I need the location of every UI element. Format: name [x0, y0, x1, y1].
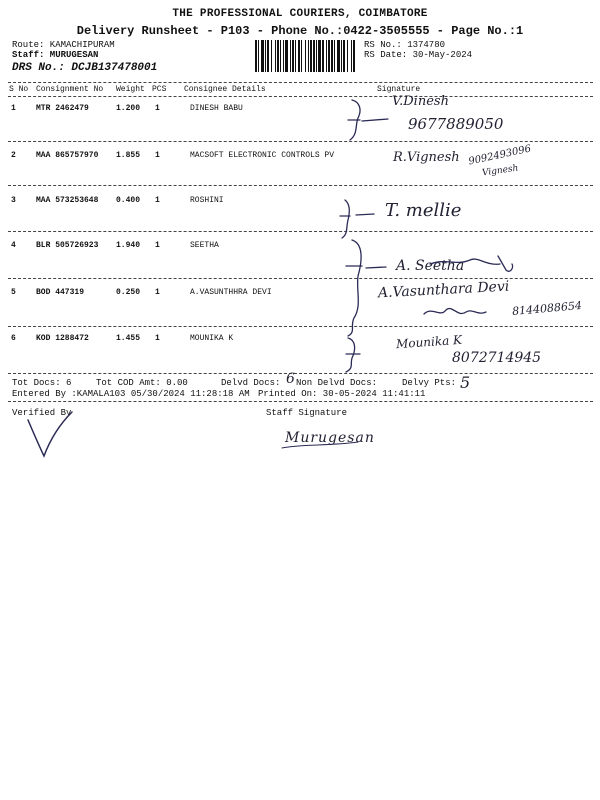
staff-signature-label: Staff Signature: [266, 408, 348, 418]
row-consignment: KOD 1288472: [36, 334, 89, 343]
signature-phone: 8072714945: [452, 350, 542, 366]
row-pcs: 1: [155, 151, 160, 160]
delvd-docs: Delvd Docs:: [221, 378, 281, 388]
row-weight: 0.400: [116, 196, 141, 205]
row-pcs: 1: [155, 288, 160, 297]
divider: [8, 401, 593, 402]
divider: [8, 82, 593, 83]
signature-name: Mounika K: [395, 332, 463, 352]
row-sno: 5: [11, 288, 16, 297]
signature-stroke: [424, 308, 486, 314]
signature-stroke: [28, 412, 72, 456]
divider: [8, 96, 593, 97]
col-consignment: Consignment No: [36, 85, 104, 94]
tot-docs: Tot Docs: 6: [12, 378, 72, 388]
row-sno: 6: [11, 334, 16, 343]
row-pcs: 1: [155, 104, 160, 113]
divider: [8, 231, 593, 232]
rs-number: RS No.: 1374780: [364, 40, 446, 50]
row-sno: 2: [11, 151, 16, 160]
staff-signature: Murugesan: [285, 430, 375, 446]
delvd-docs-mark: 6: [286, 371, 295, 387]
col-weight: Weight: [116, 85, 145, 94]
verified-by-label: Verified By: [12, 408, 72, 418]
signature-phone: 8144088654: [511, 298, 583, 319]
divider: [8, 326, 593, 327]
signature-stroke: [348, 100, 388, 140]
route-label: Route: KAMACHIPURAM: [12, 40, 115, 50]
row-weight: 1.200: [116, 104, 141, 113]
row-consignee: MACSOFT ELECTRONIC CONTROLS PV: [190, 151, 335, 160]
signature-name: A. Seetha: [396, 258, 465, 274]
runsheet-subtitle: Delivery Runsheet - P103 - Phone No.:0422-3505555 - Page No.:1: [76, 24, 524, 38]
drs-number: DRS No.: DCJB137478001: [12, 62, 158, 74]
row-consignment: MAA 573253648: [36, 196, 99, 205]
rs-date: RS Date: 30-May-2024: [364, 50, 473, 60]
row-consignment: BLR 505726923: [36, 241, 99, 250]
row-pcs: 1: [155, 334, 160, 343]
signature-name: R.Vignesh: [393, 150, 460, 165]
row-weight: 1.455: [116, 334, 141, 343]
signature-phone: 9677889050: [408, 115, 504, 133]
row-pcs: 1: [155, 241, 160, 250]
signature-stroke: [340, 200, 374, 238]
row-weight: 1.940: [116, 241, 141, 250]
delvy-pts-mark: 5: [460, 373, 471, 392]
divider: [8, 141, 593, 142]
col-signature: Signature: [377, 85, 421, 94]
entered-by: Entered By :KAMALA103 05/30/2024 11:28:18 AM: [12, 389, 250, 399]
row-consignment: MTR 2462479: [36, 104, 89, 113]
non-delvd-docs: Non Delvd Docs:: [296, 378, 378, 388]
row-pcs: 1: [155, 196, 160, 205]
col-pcs: PCS: [152, 85, 167, 94]
tot-cod-amt: Tot COD Amt: 0.00: [96, 378, 188, 388]
delvy-pts: Delvy Pts:: [402, 378, 457, 388]
signature-extra: Vignesh: [481, 163, 520, 179]
signature-name: T. mellie: [385, 200, 462, 221]
row-weight: 1.855: [116, 151, 141, 160]
signature-stroke: [346, 338, 360, 372]
row-consignee: A.VASUNTHHRA DEVI: [190, 288, 272, 297]
row-consignment: MAA 865757970: [36, 151, 99, 160]
row-sno: 3: [11, 196, 16, 205]
signature-phone: 9092493096: [467, 143, 533, 168]
row-consignee: DINESH BABU: [190, 104, 243, 113]
company-title: THE PROFESSIONAL COURIERS, COIMBATORE: [172, 8, 428, 20]
row-consignee: SEETHA: [190, 241, 219, 250]
staff-label: Staff: MURUGESAN: [12, 50, 99, 60]
row-sno: 4: [11, 241, 16, 250]
row-consignee: ROSHINI: [190, 196, 224, 205]
divider: [8, 373, 593, 374]
col-sno: S No: [9, 85, 29, 94]
row-weight: 0.250: [116, 288, 141, 297]
signature-name: V.Dinesh: [392, 94, 449, 109]
barcode: [255, 40, 357, 72]
row-sno: 1: [11, 104, 16, 113]
printed-on: Printed On: 30-05-2024 11:41:11: [258, 389, 426, 399]
row-consignee: MOUNIKA K: [190, 334, 234, 343]
row-consignment: BOD 447319: [36, 288, 85, 297]
signature-name: A.Vasunthara Devi: [377, 278, 510, 302]
divider: [8, 185, 593, 186]
col-consignee: Consignee Details: [184, 85, 266, 94]
